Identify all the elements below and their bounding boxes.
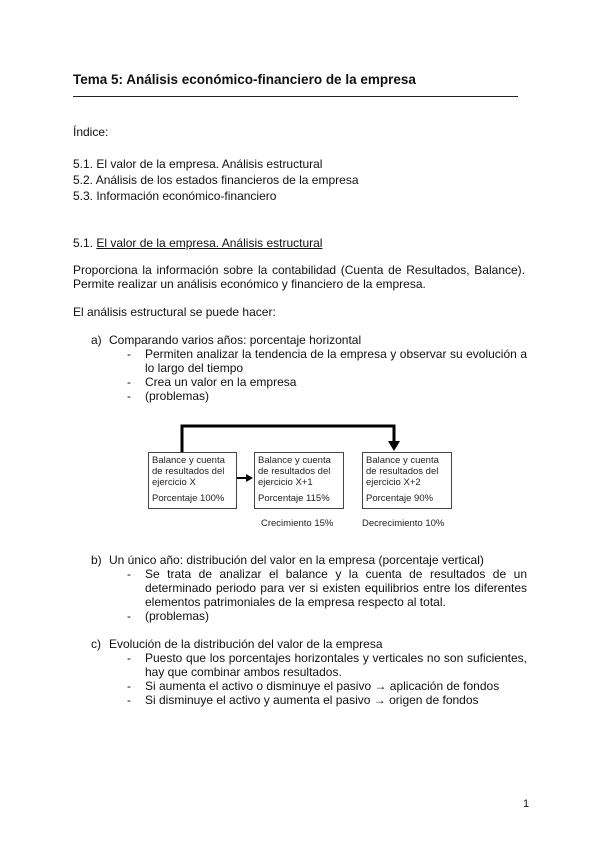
bullet-text: Se trata de analizar el balance y la cuenta de resultados de un determinado periodo para ver si existen equilibrios entre los diferentes elementos patrimoniales de la empresa respecto al total. — [145, 567, 527, 609]
section-lead: El análisis estructural se puede hacer: — [73, 305, 276, 319]
down-arrow-icon — [388, 441, 400, 451]
box-line: ejercicio X+2 — [366, 477, 421, 488]
box-line: de resultados del — [366, 466, 439, 477]
list-item-text: Evolución de la distribución del valor de la empresa — [109, 637, 383, 651]
box-percentage: Porcentaje 90% — [366, 493, 434, 504]
box-line: ejercicio X+1 — [258, 477, 313, 488]
top-connector-line — [182, 426, 394, 452]
box-percentage: Porcentaje 100% — [152, 493, 225, 504]
list-label: b) — [91, 553, 102, 567]
index-heading: Índice: — [73, 125, 109, 139]
bullet-text: Si aumenta el activo o disminuye el pasivo → aplicación de fondos — [145, 679, 500, 693]
box-line: ejercicio X — [152, 477, 196, 488]
diagram-box — [362, 452, 452, 509]
page-title: Tema 5: Análisis económico-financiero de la empresa — [73, 72, 416, 87]
bullet-dash: - — [127, 389, 131, 403]
index-item: 5.2. Análisis de los estados financieros de la empresa — [73, 173, 359, 187]
bullet-dash: - — [127, 567, 131, 581]
bullet-dash: - — [127, 347, 131, 361]
bullet-text: Permiten analizar la tendencia de la empresa y observar su evolución a lo largo del tiempo — [145, 347, 527, 375]
section-number: 5.1. — [73, 236, 94, 250]
bullet-dash: - — [127, 651, 131, 665]
list-item-text: Comparando varios años: porcentaje horizontal — [109, 333, 362, 347]
box-line: Balance y cuenta — [366, 455, 439, 466]
bullet-text: (problemas) — [145, 389, 210, 403]
index-item: 5.3. Información económico-financiero — [73, 189, 277, 203]
index-item: 5.1. El valor de la empresa. Análisis estructural — [73, 157, 323, 171]
list-label: c) — [91, 637, 101, 651]
bullet-dash: - — [127, 375, 131, 389]
box-line: de resultados del — [258, 466, 331, 477]
right-arrow-icon — [246, 474, 253, 482]
box-line: de resultados del — [152, 466, 225, 477]
diagram-caption: Crecimiento 15% — [261, 518, 334, 529]
bullet-text: Puesto que los porcentajes horizontales y verticales no son suficientes, hay que combinar ambos resultados. — [145, 651, 527, 679]
bullet-dash: - — [127, 679, 131, 693]
bullet-dash: - — [127, 693, 131, 707]
box-percentage: Porcentaje 115% — [258, 493, 330, 504]
bullet-dash: - — [127, 609, 131, 623]
bullet-text: Crea un valor en la empresa — [145, 375, 297, 389]
section-intro: Proporciona la información sobre la contabilidad (Cuenta de Resultados, Balance). Permite realizar un análisis económico y financiero de la empresa. — [73, 263, 525, 291]
list-item-text: Un único año: distribución del valor en la empresa (porcentaje vertical) — [109, 553, 484, 567]
page-number: 1 — [523, 798, 530, 810]
list-label: a) — [91, 333, 102, 347]
box-line: Balance y cuenta — [258, 455, 331, 466]
bullet-text: Si disminuye el activo y aumenta el pasivo → origen de fondos — [145, 693, 479, 707]
bullet-text: (problemas) — [145, 609, 210, 623]
diagram-box — [254, 452, 344, 509]
box-line: Balance y cuenta — [152, 455, 225, 466]
diagram-box — [148, 452, 237, 509]
diagram-caption: Decrecimiento 10% — [362, 518, 445, 529]
section-title: El valor de la empresa. Análisis estructural — [96, 236, 323, 250]
